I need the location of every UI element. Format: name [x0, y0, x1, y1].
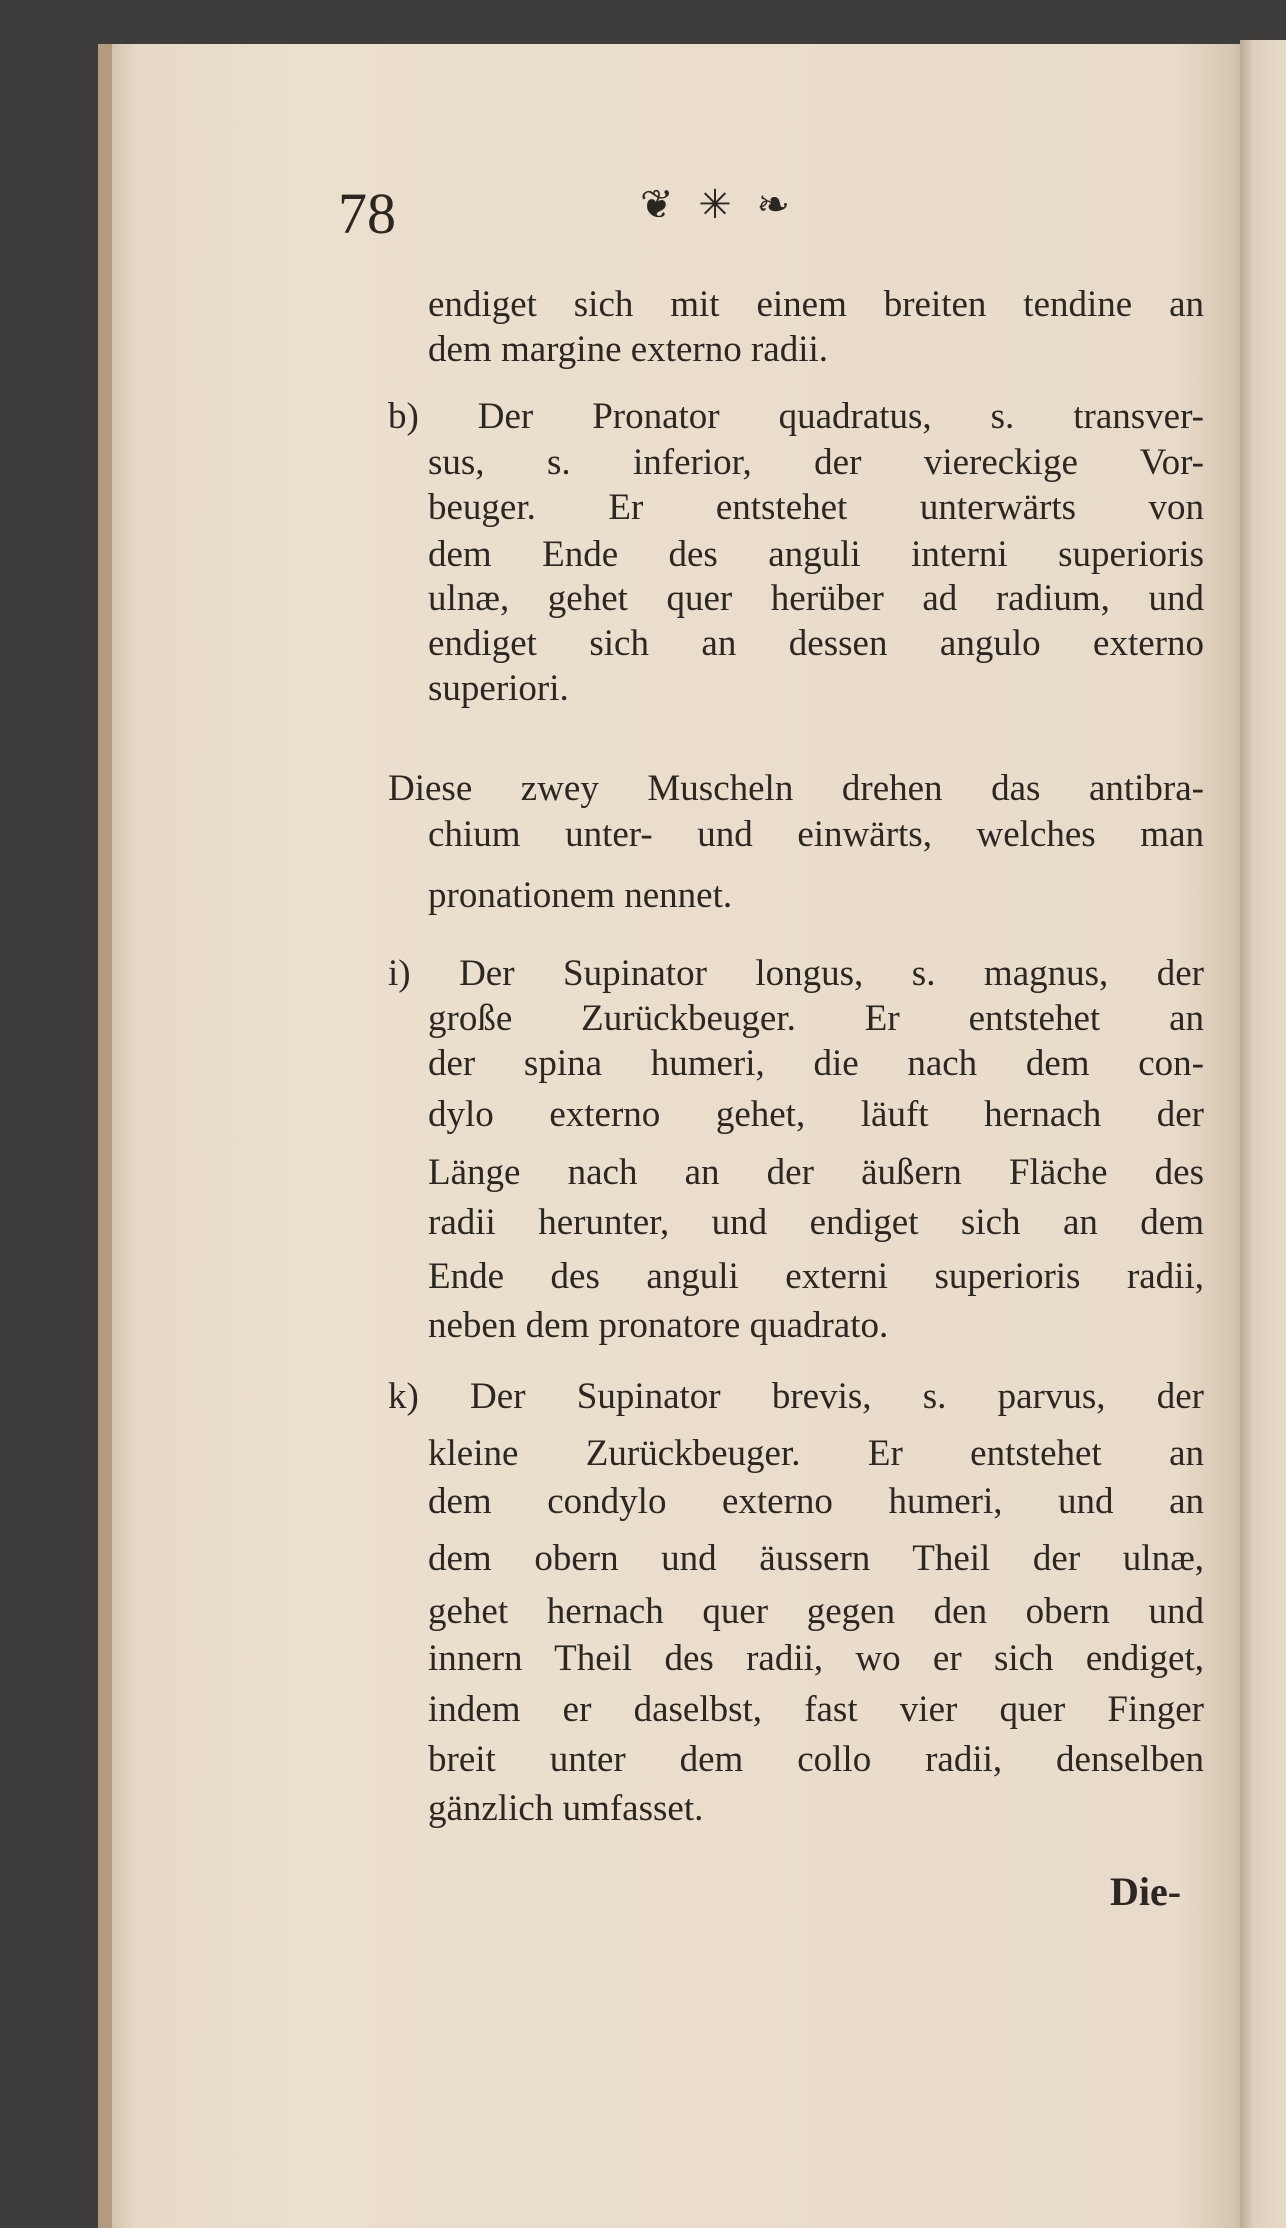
text-line: gehet hernach quer gegen den obern und — [428, 1591, 1204, 1632]
text-line: breit unter dem collo radii, denselben — [428, 1739, 1204, 1780]
text-line: indem er daselbst, fast vier quer Finger — [428, 1689, 1204, 1730]
text-line: chium unter- und einwärts, welches man — [428, 814, 1204, 855]
text-line: sus, s. inferior, der viereckige Vor- — [428, 442, 1204, 483]
text-line: Ende des anguli externi superioris radii, — [428, 1256, 1204, 1297]
catchword: Die- — [1110, 1869, 1182, 1914]
text-line: dylo externo gehet, läuft hernach der — [428, 1094, 1204, 1135]
text-line: gänzlich umfasset. — [428, 1788, 704, 1829]
next-page-edge — [1240, 40, 1286, 2228]
text-line: kleine Zurückbeuger. Er entstehet an — [428, 1433, 1204, 1474]
page-gutter — [98, 44, 112, 2228]
text-line: endiget sich mit einem breiten tendine an — [428, 284, 1204, 325]
text-line: große Zurückbeuger. Er entstehet an — [428, 998, 1204, 1039]
text-line: i) Der Supinator longus, s. magnus, der — [388, 953, 1204, 994]
text-line: superiori. — [428, 668, 569, 709]
text-line: ulnæ, gehet quer herüber ad radium, und — [428, 578, 1204, 619]
text-line: endiget sich an dessen angulo externo — [428, 623, 1204, 664]
text-line: pronationem nennet. — [428, 875, 733, 916]
text-line: beuger. Er entstehet unterwärts von — [428, 487, 1204, 528]
text-line: radii herunter, und endiget sich an dem — [428, 1202, 1204, 1243]
text-line: dem obern und äussern Theil der ulnæ, — [428, 1538, 1204, 1579]
text-line: dem condylo externo humeri, und an — [428, 1481, 1204, 1522]
text-line: dem margine externo radii. — [428, 329, 829, 370]
text-line: b) Der Pronator quadratus, s. transver- — [388, 396, 1204, 437]
text-line: k) Der Supinator brevis, s. parvus, der — [388, 1376, 1204, 1417]
text-line: innern Theil des radii, wo er sich endiget, — [428, 1638, 1204, 1679]
text-line: neben dem pronatore quadrato. — [428, 1305, 889, 1346]
page-number: 78 — [338, 181, 396, 246]
text-line: Länge nach an der äußern Fläche des — [428, 1152, 1204, 1193]
text-line: Diese zwey Muscheln drehen das antibra- — [388, 768, 1204, 809]
text-line: dem Ende des anguli interni superioris — [428, 534, 1204, 575]
header-ornament: ❦ ✳ ❧ — [640, 182, 796, 228]
text-line: der spina humeri, die nach dem con- — [428, 1043, 1204, 1084]
